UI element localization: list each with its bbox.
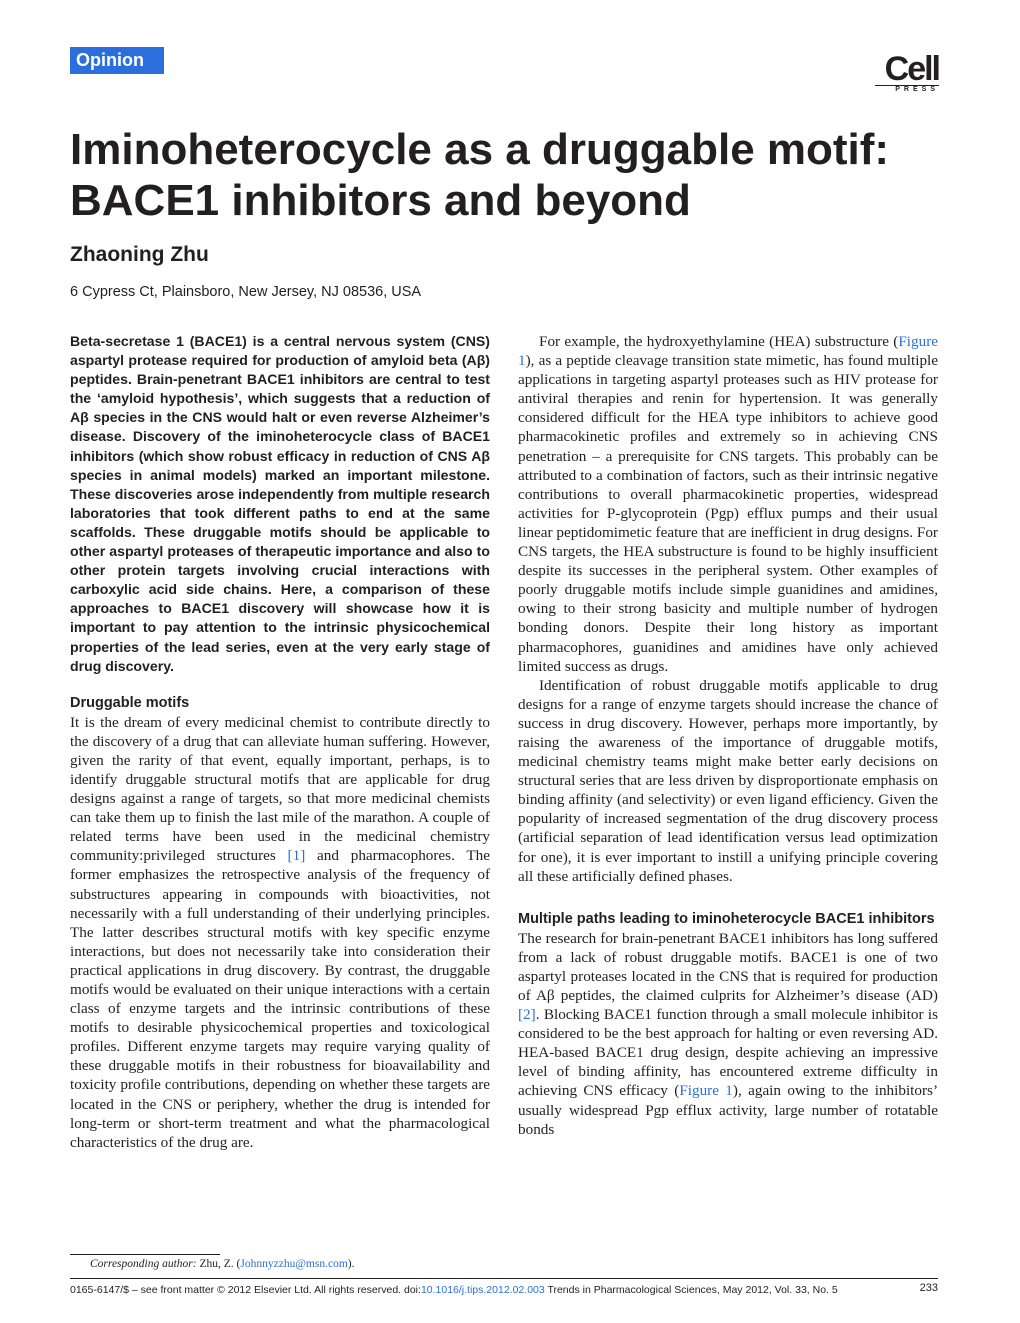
paragraph-druggable-motifs <box>70 713 490 1152</box>
text-span: . Blocking BACE1 function through a small molecule inhibitor is considered to be the best approach for halting or even reversing AD. HEA-based BACE1 drug design, despite achieving an impressive level of binding affinity, has encountered extreme difficulty in achieving CNS efficacy ( <box>518 1006 938 1100</box>
footnote-name: Zhu, Z. <box>196 1258 234 1270</box>
abstract: Beta-secretase 1 (BACE1) is a central nervous system (CNS) aspartyl protease required for production of amyloid beta (Aβ) peptides. Brain-penetrant BACE1 inhibitors are central to test the ‘amyloid hypothesis’, which suggests that a reduction of Aβ species in the CNS would halt or even reverse Alzheimer’s disease. Discovery of the iminoheterocycle class of BACE1 inhibitors (which show robust efficacy in reduction of CNS Aβ species in animal models) marked an important milestone. These discoveries arose independently from multiple research laboratories that took different paths to end at the same scaffolds. These druggable motifs should be applicable to other aspartyl proteases of therapeutic importance and also to other protein targets involving crucial interactions with carboxylic acid side chains. Here, a comparison of these approaches to BACE1 discovery will showcase how it is important to pay attention to the intrinsic physicochemical properties of the lead series, even at the very early stage of drug discovery. <box>70 333 490 674</box>
section-heading-multiple-paths: Multiple paths leading to iminoheterocycle BACE1 inhibitors <box>518 910 935 927</box>
doi-link[interactable]: 10.1016/j.tips.2012.02.003 <box>420 1284 545 1296</box>
article-title <box>70 124 950 226</box>
cell-press-logo <box>875 52 939 94</box>
paragraph-hea-example <box>518 332 938 676</box>
section-tag: Opinion <box>70 47 164 74</box>
footnote-divider <box>70 1254 220 1255</box>
title-line-1: Iminoheterocycle as a druggable motif: <box>70 125 890 174</box>
title-line-2: BACE1 inhibitors and beyond <box>70 176 691 225</box>
author-affiliation: 6 Cypress Ct, Plainsboro, New Jersey, NJ 08536, USA <box>70 284 422 300</box>
left-column <box>70 332 490 1152</box>
text-span: ). <box>347 1258 355 1270</box>
logo-subtext: PRESS <box>875 85 939 94</box>
text-span: For example, the hydroxyethylamine (HEA) substructure ( <box>539 333 899 350</box>
footer-journal: Trends in Pharmacological Sciences, May 2012, Vol. 33, No. 5 <box>544 1284 838 1296</box>
reference-link-2[interactable]: [2] <box>518 1006 536 1024</box>
text-span: It is the dream of every medicinal chemist to contribute directly to the discovery of a drug that can alleviate human suffering. However, given the rarity of that event, equally important, perhaps, is to identify druggable structural motifs that are applicable for drug designs against a range of targets, so that more medicinal chemists can take them up to finish the last mile of the marathon. A couple of related terms have been used in the medicinal chemistry community:privileged structures <box>70 713 490 865</box>
section-heading-druggable-motifs: Druggable motifs <box>70 694 190 711</box>
reference-link-1[interactable]: [1] <box>287 847 306 865</box>
footnote-label: Corresponding author: <box>90 1258 197 1270</box>
paragraph-identification: Identification of robust druggable motifs applicable to drug designs for a range of enzyme targets should increase the chance of success in drug discovery. However, perhaps more importantly, by raising the awareness of the importance of druggable motifs, medicinal chemistry teams might make better early decisions on structural series that are less driven by disproportionate emphasis on binding affinity (and selectivity) or even ligand efficiency. Given the popularity of increased segmentation of the drug discovery process (artificial separation of lead identification versus lead optimization for one), it is ever important to instill a unifying principle covering all these artificially defined phases. <box>518 676 938 885</box>
text-span: ), as a peptide cleavage transition state mimetic, has found multiple applications in targeting aspartyl proteases such as HIV protease for antiviral therapies and renin for hypertension. It was generally considered difficult for the HEA type inhibitors to achieve good pharmacokinetic profiles and extremely so in achieving CNS penetration – a prerequisite for CNS targets. This probably can be attributed to a combination of factors, such as their intrinsic negative contributions to overall pharmacokinetic properties, widespread activities for P-glycoprotein (Pgp) efflux pumps and their usual linear peptidomimetic feature that are inefficient in drug designs. For CNS targets, the HEA substructure is found to be highly insufficient despite its successes in the peripheral system. Other examples of poorly druggable motifs include simple guanidines and amidines, owing to their strong basicity and multiple number of hydrogen bonding donors. Despite their long history as important pharmacophores, guanidines and amidines have only achieved limited success as drugs. <box>518 352 938 675</box>
text-span: ), again owing to the inhibitors’ usually widespread Pgp efflux activity, large number of rotatable bonds <box>518 1082 939 1138</box>
page-number: 233 <box>919 1282 938 1294</box>
author-name: Zhaoning Zhu <box>70 243 209 266</box>
page-footer <box>70 1283 938 1297</box>
logo-word: Cell <box>884 50 939 88</box>
text-span: The research for brain-penetrant BACE1 inhibitors has long suffered from a lack of robust druggable motifs. BACE1 is one of two aspartyl proteases located in the CNS that is required for production of Aβ peptides, the claimed culprits for Alzheimer’s disease (AD) <box>518 929 938 1004</box>
paragraph-multiple-paths <box>518 929 938 1139</box>
text-span: and pharmacophores. The former emphasizes the retrospective analysis of the frequency of substructures appearing in compounds with bioactivities, not necessarily with a full understanding of their underlying principles. The latter describes structural motifs with key specific enzyme interactions, but does not necessarily take into consideration their practical applications in drug discovery. By contrast, the druggable motifs would be evaluated on their unique interactions with a certain class of enzyme targets and the intrinsic contributions of these motifs to desirable physicochemical properties and toxicological profiles. Different enzyme targets may require varying quality of these druggable motifs in their robustness for bioavailability and toxicity profile contributions, depending on whether these targets are located in the CNS or periphery, whether the drug is intended for long-term or short-term treatment and what the pharmacological characteristics of the drug are. <box>70 847 490 1151</box>
author-email-link[interactable]: Johnnyzzhu@msn.com <box>240 1258 348 1270</box>
footer-copyright: 0165-6147/$ – see front matter © 2012 Elsevier Ltd. All rights reserved. doi: <box>70 1284 421 1296</box>
figure-1-link-2[interactable]: Figure 1 <box>679 1082 733 1100</box>
right-column <box>518 332 938 1139</box>
figure-1-link[interactable]: Figure 1 <box>518 333 938 370</box>
footer-divider <box>70 1278 938 1279</box>
corresponding-author-footnote <box>90 1256 354 1272</box>
text-span: ( <box>233 1258 241 1270</box>
